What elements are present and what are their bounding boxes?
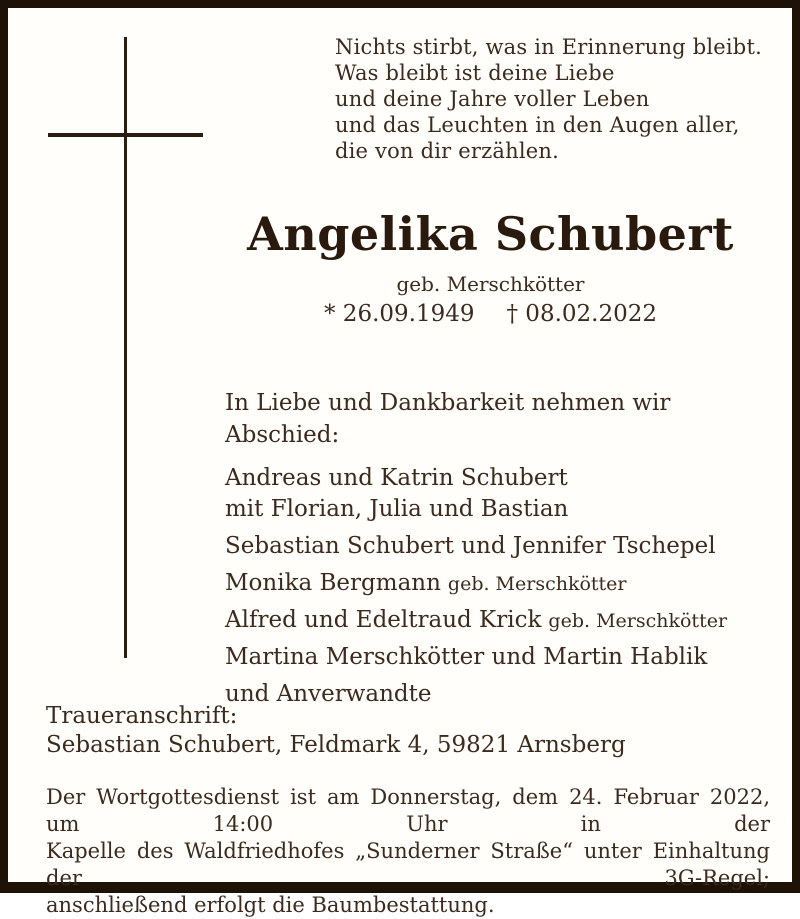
- verse-line: Nichts stirbt, was in Erinnerung bleibt.: [335, 35, 762, 59]
- farewell-intro: In Liebe und Dankbarkeit nehmen wir Abschied:: [225, 390, 671, 448]
- service-info-line: Kapelle des Waldfriedhofes „Sunderner Straße“ unter Einhaltung der 3G-Regel;: [46, 839, 770, 890]
- mourner-entry: [225, 605, 770, 636]
- memorial-verse: [335, 34, 762, 164]
- service-info-line: Der Wortgottesdienst ist am Donnerstag, dem 24. Februar 2022, um 14:00 Uhr in der: [46, 785, 770, 836]
- service-info-line: anschließend erfolgt die Baumbestattung.: [46, 893, 495, 917]
- verse-line: Was bleibt ist deine Liebe: [335, 61, 615, 85]
- mourner-name: und Anverwandte: [225, 681, 432, 707]
- mourner-name: Andreas und Katrin Schubert: [225, 465, 568, 491]
- death-date: † 08.02.2022: [506, 301, 657, 327]
- mourner-entry: [225, 494, 770, 525]
- service-info: [46, 784, 770, 919]
- mourner-entry: [225, 531, 770, 562]
- mourner-name: Monika Bergmann: [225, 570, 441, 596]
- deceased-name: Angelika Schubert: [247, 207, 734, 261]
- cross-horizontal-bar: [48, 133, 203, 137]
- birth-date: * 26.09.1949: [324, 301, 475, 327]
- mourner-name: Sebastian Schubert und Jennifer Tschepel: [225, 533, 716, 559]
- mourning-address: Sebastian Schubert, Feldmark 4, 59821 Arnsberg: [46, 732, 626, 758]
- mourner-entry: [225, 642, 770, 673]
- mourner-entry: [225, 463, 770, 494]
- maiden-name-suffix: geb. Merschkötter: [548, 610, 728, 632]
- verse-line: die von dir erzählen.: [335, 139, 559, 163]
- maiden-name-suffix: geb. Merschkötter: [447, 573, 627, 595]
- deceased-header: [218, 209, 763, 327]
- farewell-section: [225, 387, 770, 710]
- mourner-name: mit Florian, Julia und Bastian: [225, 496, 569, 522]
- mourning-address-section: [46, 702, 626, 760]
- cross-vertical-bar: [124, 37, 127, 658]
- verse-line: und deine Jahre voller Leben: [335, 87, 650, 111]
- mourner-name: Martina Merschkötter und Martin Hablik: [225, 644, 708, 670]
- verse-line: und das Leuchten in den Augen aller,: [335, 113, 740, 137]
- life-dates: [218, 301, 763, 327]
- mourning-address-label: Traueranschrift:: [46, 703, 238, 729]
- maiden-name: geb. Merschkötter: [396, 272, 585, 296]
- mourner-entry: [225, 568, 770, 599]
- mourner-name: Alfred und Edeltraud Krick: [225, 607, 542, 633]
